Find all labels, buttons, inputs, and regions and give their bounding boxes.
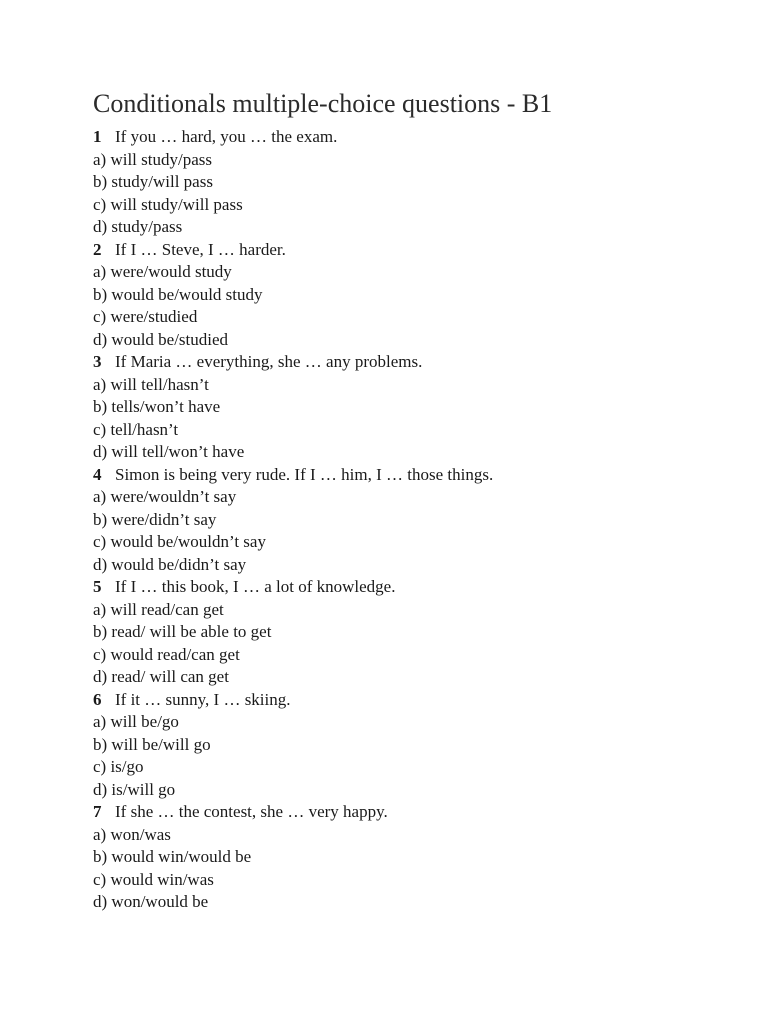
page-title: Conditionals multiple-choice questions - B1 — [93, 89, 553, 118]
question-stem — [93, 689, 733, 712]
answer-option-b: b) would be/would study — [93, 284, 263, 304]
answer-option-d: d) would be/didn’t say — [93, 554, 247, 574]
question-stem — [93, 126, 733, 149]
answer-option-a: a) will tell/hasn’t — [93, 374, 209, 394]
question-text: If she … the contest, she … very happy. — [115, 802, 388, 821]
answer-option-a: a) were/would study — [93, 262, 232, 281]
question-stem — [93, 576, 733, 599]
answer-option-c: c) would read/can get — [93, 644, 240, 664]
question-number: 2 — [93, 239, 102, 259]
question-stem — [93, 351, 733, 374]
question-1 — [93, 126, 733, 239]
question-stem — [93, 464, 733, 487]
answer-option-d: d) is/will go — [93, 779, 176, 799]
answer-option-a: a) will read/can get — [93, 599, 224, 619]
question-4 — [93, 464, 733, 577]
document-page — [93, 86, 733, 914]
answer-option-b: b) will be/will go — [93, 734, 211, 754]
question-stem — [93, 239, 733, 262]
answer-option-b: b) would win/would be — [93, 847, 252, 866]
question-text: If Maria … everything, she … any problems. — [115, 352, 423, 371]
answer-option-b: b) read/ will be able to get — [93, 622, 272, 641]
answer-option-b: b) study/will pass — [93, 172, 213, 191]
question-stem — [93, 801, 733, 824]
answer-option-d: d) study/pass — [93, 217, 183, 236]
answer-option-d: d) will tell/won’t have — [93, 442, 245, 461]
question-text: If you … hard, you … the exam. — [115, 127, 338, 146]
question-number: 7 — [93, 802, 102, 821]
answer-option-b: b) were/didn’t say — [93, 509, 217, 529]
answer-option-a: a) will study/pass — [93, 149, 212, 169]
answer-option-d: d) read/ will can get — [93, 667, 229, 686]
question-3 — [93, 351, 733, 464]
question-number: 4 — [93, 464, 102, 484]
answer-option-c: c) were/studied — [93, 307, 198, 326]
question-number: 1 — [93, 127, 102, 146]
answer-option-b: b) tells/won’t have — [93, 397, 221, 416]
answer-option-c: c) tell/hasn’t — [93, 419, 179, 439]
question-number: 3 — [93, 352, 102, 371]
question-text: If it … sunny, I … skiing. — [115, 689, 291, 709]
question-number: 5 — [93, 577, 102, 596]
answer-option-d: d) would be/studied — [93, 329, 229, 349]
answer-option-c: c) would be/wouldn’t say — [93, 532, 266, 551]
question-text: Simon is being very rude. If I … him, I … those things. — [115, 464, 494, 484]
answer-option-a: a) will be/go — [93, 712, 179, 731]
question-text: If I … this book, I … a lot of knowledge. — [115, 577, 396, 596]
answer-option-a: a) won/was — [93, 824, 171, 844]
question-2 — [93, 239, 733, 352]
question-6 — [93, 689, 733, 802]
question-list — [93, 126, 733, 914]
answer-option-c: c) will study/will pass — [93, 194, 243, 214]
question-5 — [93, 576, 733, 689]
answer-option-c: c) would win/was — [93, 869, 214, 889]
answer-option-d: d) won/would be — [93, 892, 209, 911]
question-7 — [93, 801, 733, 914]
question-number: 6 — [93, 689, 102, 709]
answer-option-a: a) were/wouldn’t say — [93, 487, 237, 506]
answer-option-c: c) is/go — [93, 757, 144, 776]
question-text: If I … Steve, I … harder. — [115, 239, 286, 259]
